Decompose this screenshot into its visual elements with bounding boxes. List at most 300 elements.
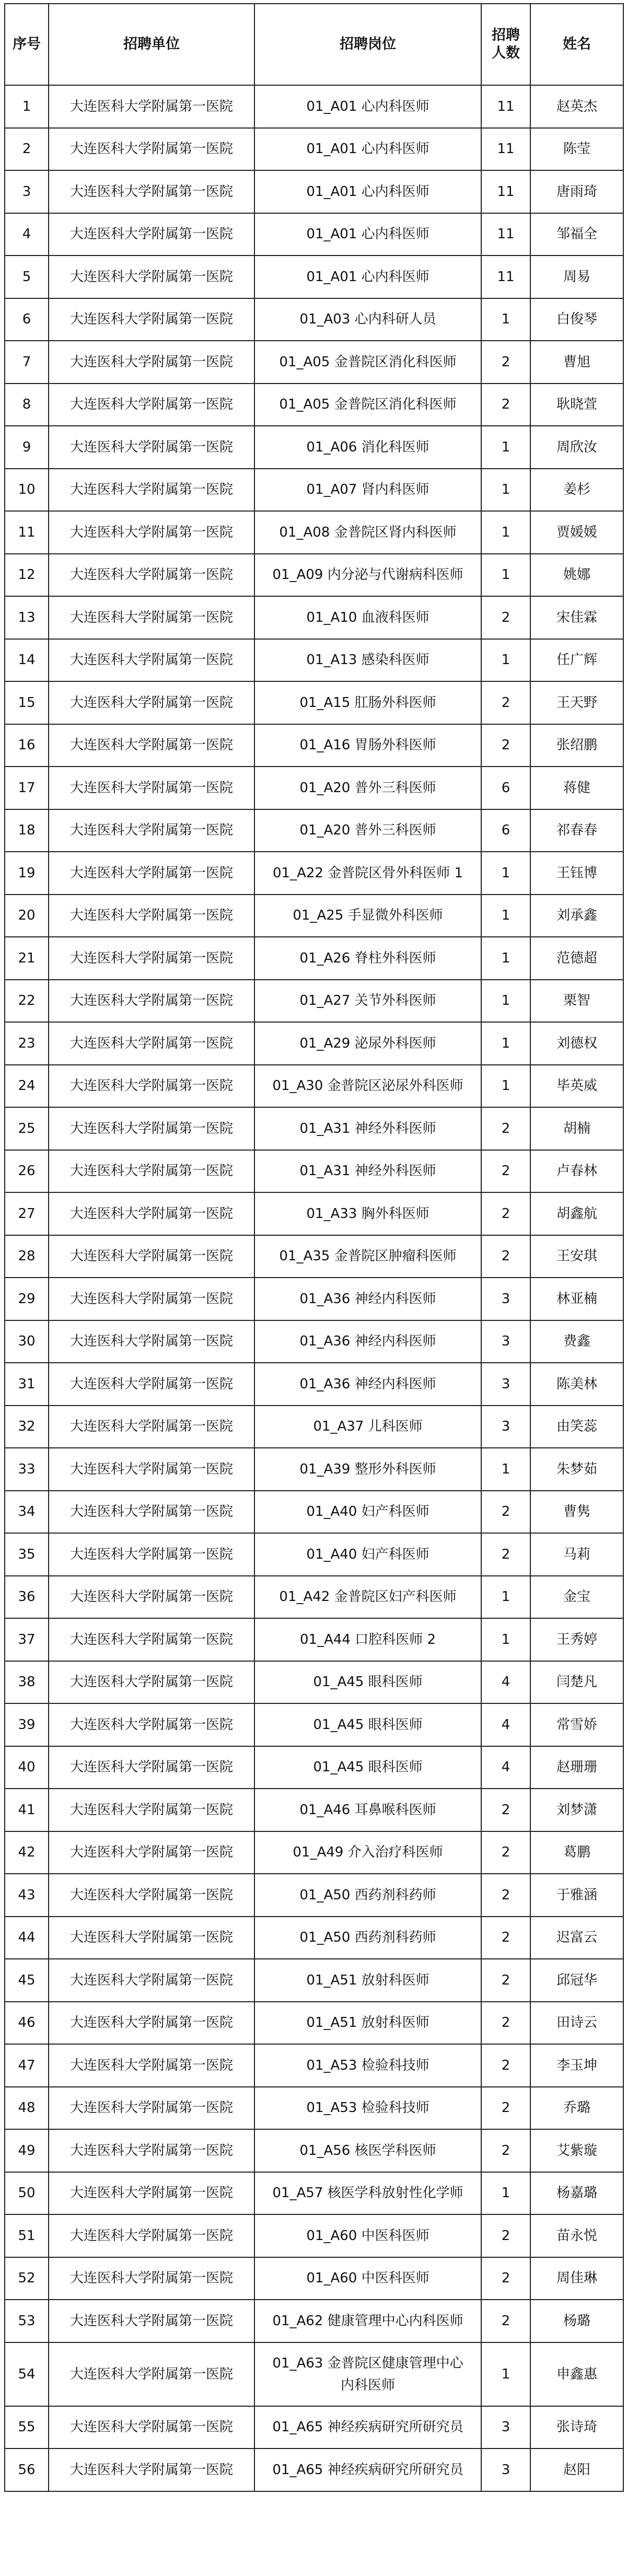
cell-position: 01_A51 放射科医师 (254, 2002, 481, 2045)
cell-unit: 大连医科大学附属第一医院 (49, 1363, 254, 1406)
cell-index: 18 (5, 809, 49, 852)
cell-count: 3 (481, 1278, 530, 1320)
cell-unit: 大连医科大学附属第一医院 (49, 1917, 254, 1959)
cell-count: 1 (481, 895, 530, 937)
table-row (5, 1022, 623, 1065)
cell-unit: 大连医科大学附属第一医院 (49, 724, 254, 767)
cell-unit: 大连医科大学附属第一医院 (49, 1831, 254, 1874)
table-row (5, 1491, 623, 1534)
cell-index: 22 (5, 980, 49, 1023)
cell-index: 39 (5, 1703, 49, 1746)
cell-name: 朱梦茹 (530, 1448, 623, 1491)
cell-count: 2 (481, 2129, 530, 2172)
cell-name: 范德超 (530, 937, 623, 980)
cell-position: 01_A05 金普院区消化科医师 (254, 384, 481, 426)
cell-position: 01_A09 内分泌与代谢病科医师 (254, 554, 481, 597)
table-row (5, 980, 623, 1023)
cell-unit: 大连医科大学附属第一医院 (49, 1150, 254, 1193)
cell-position: 01_A10 血液科医师 (254, 596, 481, 639)
cell-unit: 大连医科大学附属第一医院 (49, 767, 254, 809)
cell-unit: 大连医科大学附属第一医院 (49, 298, 254, 341)
cell-position: 01_A39 整形外科医师 (254, 1448, 481, 1491)
cell-count: 1 (481, 1618, 530, 1661)
cell-position: 01_A30 金普院区泌尿外科医师 (254, 1065, 481, 1108)
table-row (5, 2449, 623, 2491)
cell-index: 33 (5, 1448, 49, 1491)
cell-position: 01_A46 耳鼻喉科医师 (254, 1789, 481, 1831)
cell-index: 52 (5, 2257, 49, 2300)
cell-position: 01_A36 神经内科医师 (254, 1320, 481, 1363)
table-row (5, 681, 623, 724)
cell-index: 29 (5, 1278, 49, 1320)
table-row (5, 85, 623, 128)
cell-position: 01_A29 泌尿外科医师 (254, 1022, 481, 1065)
cell-count: 4 (481, 1703, 530, 1746)
cell-count: 1 (481, 1065, 530, 1108)
cell-unit: 大连医科大学附属第一医院 (49, 128, 254, 171)
table-row (5, 2300, 623, 2342)
cell-position: 01_A22 金普院区骨外科医师 1 (254, 852, 481, 895)
cell-unit: 大连医科大学附属第一医院 (49, 1448, 254, 1491)
cell-unit: 大连医科大学附属第一医院 (49, 1235, 254, 1278)
cell-position: 01_A20 普外三科医师 (254, 767, 481, 809)
cell-position: 01_A40 妇产科医师 (254, 1533, 481, 1576)
cell-position: 01_A37 儿科医师 (254, 1406, 481, 1448)
cell-name: 周易 (530, 256, 623, 298)
cell-unit: 大连医科大学附属第一医院 (49, 1789, 254, 1831)
cell-count: 1 (481, 469, 530, 512)
cell-unit: 大连医科大学附属第一医院 (49, 2129, 254, 2172)
cell-index: 32 (5, 1406, 49, 1448)
cell-unit: 大连医科大学附属第一医院 (49, 1320, 254, 1363)
cell-index: 4 (5, 213, 49, 256)
cell-name: 闫楚凡 (530, 1661, 623, 1704)
cell-index: 30 (5, 1320, 49, 1363)
cell-count: 2 (481, 1192, 530, 1235)
cell-name: 费鑫 (530, 1320, 623, 1363)
cell-unit: 大连医科大学附属第一医院 (49, 341, 254, 384)
cell-index: 5 (5, 256, 49, 298)
cell-position: 01_A65 神经疾病研究所研究员 (254, 2406, 481, 2449)
cell-count: 1 (481, 852, 530, 895)
cell-count: 2 (481, 2300, 530, 2342)
cell-count: 2 (481, 1959, 530, 2002)
cell-count: 1 (481, 2342, 530, 2406)
cell-count: 11 (481, 213, 530, 256)
cell-position: 01_A49 介入治疗科医师 (254, 1831, 481, 1874)
cell-index: 48 (5, 2087, 49, 2130)
cell-count: 11 (481, 256, 530, 298)
cell-count: 4 (481, 1746, 530, 1789)
cell-position: 01_A40 妇产科医师 (254, 1491, 481, 1534)
cell-unit: 大连医科大学附属第一医院 (49, 1533, 254, 1576)
cell-index: 2 (5, 128, 49, 171)
cell-unit: 大连医科大学附属第一医院 (49, 1661, 254, 1704)
cell-name: 刘承鑫 (530, 895, 623, 937)
cell-unit: 大连医科大学附属第一医院 (49, 937, 254, 980)
cell-count: 1 (481, 2172, 530, 2215)
cell-unit: 大连医科大学附属第一医院 (49, 1576, 254, 1619)
cell-count: 2 (481, 596, 530, 639)
cell-unit: 大连医科大学附属第一医院 (49, 639, 254, 682)
cell-count: 1 (481, 511, 530, 554)
cell-index: 17 (5, 767, 49, 809)
cell-unit: 大连医科大学附属第一医院 (49, 2406, 254, 2449)
cell-position: 01_A51 放射科医师 (254, 1959, 481, 2002)
cell-unit: 大连医科大学附属第一医院 (49, 1874, 254, 1917)
table-row (5, 639, 623, 682)
cell-index: 56 (5, 2449, 49, 2491)
cell-name: 曹隽 (530, 1491, 623, 1534)
table-row (5, 2087, 623, 2130)
cell-count: 2 (481, 1789, 530, 1831)
cell-index: 37 (5, 1618, 49, 1661)
cell-name: 迟富云 (530, 1917, 623, 1959)
header-count-line1: 招聘 (492, 27, 520, 43)
table-row (5, 2044, 623, 2087)
cell-count: 6 (481, 767, 530, 809)
cell-name: 唐雨琦 (530, 170, 623, 213)
cell-count: 4 (481, 1661, 530, 1704)
cell-position: 01_A36 神经内科医师 (254, 1363, 481, 1406)
cell-position: 01_A06 消化科医师 (254, 426, 481, 469)
table-row (5, 1703, 623, 1746)
cell-unit: 大连医科大学附属第一医院 (49, 2300, 254, 2342)
cell-count: 2 (481, 681, 530, 724)
cell-name: 毕英威 (530, 1065, 623, 1108)
cell-unit: 大连医科大学附属第一医院 (49, 1959, 254, 2002)
cell-count: 2 (481, 2087, 530, 2130)
table-row (5, 1406, 623, 1448)
cell-index: 27 (5, 1192, 49, 1235)
table-row (5, 1661, 623, 1704)
cell-count: 2 (481, 1874, 530, 1917)
table-row (5, 1192, 623, 1235)
cell-name: 卢春林 (530, 1150, 623, 1193)
cell-position: 01_A20 普外三科医师 (254, 809, 481, 852)
cell-unit: 大连医科大学附属第一医院 (49, 1618, 254, 1661)
cell-index: 36 (5, 1576, 49, 1619)
cell-index: 23 (5, 1022, 49, 1065)
table-row (5, 596, 623, 639)
table-row (5, 1107, 623, 1150)
table-row (5, 1917, 623, 1959)
cell-name: 陈莹 (530, 128, 623, 171)
cell-count: 2 (481, 2002, 530, 2045)
table-row (5, 213, 623, 256)
cell-count: 2 (481, 384, 530, 426)
cell-name: 胡鑫航 (530, 1192, 623, 1235)
cell-position: 01_A01 心内科医师 (254, 128, 481, 171)
cell-index: 7 (5, 341, 49, 384)
cell-index: 15 (5, 681, 49, 724)
cell-position: 01_A63 金普院区健康管理中心内科医师 (254, 2342, 481, 2406)
cell-position: 01_A45 眼科医师 (254, 1661, 481, 1704)
cell-count: 1 (481, 426, 530, 469)
cell-index: 16 (5, 724, 49, 767)
cell-count: 2 (481, 1235, 530, 1278)
cell-name: 宋佳霖 (530, 596, 623, 639)
header-count-line2: 人数 (492, 45, 520, 61)
cell-position: 01_A01 心内科医师 (254, 85, 481, 128)
cell-unit: 大连医科大学附属第一医院 (49, 2044, 254, 2087)
cell-index: 10 (5, 469, 49, 512)
cell-count: 3 (481, 1406, 530, 1448)
cell-unit: 大连医科大学附属第一医院 (49, 809, 254, 852)
cell-count: 2 (481, 1107, 530, 1150)
cell-count: 11 (481, 170, 530, 213)
cell-name: 刘德权 (530, 1022, 623, 1065)
table-row (5, 2214, 623, 2257)
cell-index: 20 (5, 895, 49, 937)
cell-unit: 大连医科大学附属第一医院 (49, 895, 254, 937)
cell-unit: 大连医科大学附属第一医院 (49, 170, 254, 213)
cell-count: 3 (481, 1363, 530, 1406)
cell-name: 曹旭 (530, 341, 623, 384)
cell-index: 54 (5, 2342, 49, 2406)
cell-count: 1 (481, 298, 530, 341)
cell-name: 赵阳 (530, 2449, 623, 2491)
cell-count: 11 (481, 85, 530, 128)
cell-index: 25 (5, 1107, 49, 1150)
cell-position: 01_A62 健康管理中心内科医师 (254, 2300, 481, 2342)
cell-position: 01_A53 检验科技师 (254, 2087, 481, 2130)
table-row (5, 852, 623, 895)
table-row (5, 2406, 623, 2449)
cell-count: 2 (481, 1917, 530, 1959)
cell-name: 栗智 (530, 980, 623, 1023)
table-row (5, 1448, 623, 1491)
cell-name: 田诗云 (530, 2002, 623, 2045)
table-row (5, 469, 623, 512)
table-row (5, 298, 623, 341)
table-row (5, 1789, 623, 1831)
cell-position: 01_A31 神经外科医师 (254, 1107, 481, 1150)
cell-name: 陈美林 (530, 1363, 623, 1406)
cell-name: 赵英杰 (530, 85, 623, 128)
cell-name: 任广辉 (530, 639, 623, 682)
cell-count: 1 (481, 1448, 530, 1491)
cell-index: 53 (5, 2300, 49, 2342)
cell-count: 2 (481, 341, 530, 384)
table-row (5, 937, 623, 980)
cell-index: 35 (5, 1533, 49, 1576)
table-row (5, 1235, 623, 1278)
cell-count: 2 (481, 2044, 530, 2087)
cell-name: 马莉 (530, 1533, 623, 1576)
cell-position: 01_A25 手显微外科医师 (254, 895, 481, 937)
cell-name: 艾紫璇 (530, 2129, 623, 2172)
cell-index: 50 (5, 2172, 49, 2215)
cell-name: 由笑蕊 (530, 1406, 623, 1448)
cell-unit: 大连医科大学附属第一医院 (49, 1406, 254, 1448)
cell-name: 周欣汝 (530, 426, 623, 469)
cell-name: 金宝 (530, 1576, 623, 1619)
cell-index: 11 (5, 511, 49, 554)
cell-unit: 大连医科大学附属第一医院 (49, 852, 254, 895)
table-row (5, 1533, 623, 1576)
cell-position: 01_A31 神经外科医师 (254, 1150, 481, 1193)
cell-unit: 大连医科大学附属第一医院 (49, 1065, 254, 1108)
cell-index: 34 (5, 1491, 49, 1534)
cell-position: 01_A27 关节外科医师 (254, 980, 481, 1023)
table-row (5, 2172, 623, 2215)
cell-unit: 大连医科大学附属第一医院 (49, 2342, 254, 2406)
cell-name: 姚娜 (530, 554, 623, 597)
cell-position: 01_A45 眼科医师 (254, 1746, 481, 1789)
cell-name: 王秀婷 (530, 1618, 623, 1661)
cell-position: 01_A35 金普院区肿瘤科医师 (254, 1235, 481, 1278)
table-row (5, 724, 623, 767)
cell-index: 14 (5, 639, 49, 682)
cell-position: 01_A53 检验科技师 (254, 2044, 481, 2087)
cell-position: 01_A60 中医科医师 (254, 2257, 481, 2300)
cell-name: 申鑫惠 (530, 2342, 623, 2406)
table-row (5, 2002, 623, 2045)
cell-unit: 大连医科大学附属第一医院 (49, 2087, 254, 2130)
cell-count: 3 (481, 2406, 530, 2449)
table-row (5, 767, 623, 809)
table-row (5, 1831, 623, 1874)
cell-unit: 大连医科大学附属第一医院 (49, 2214, 254, 2257)
cell-index: 41 (5, 1789, 49, 1831)
cell-index: 26 (5, 1150, 49, 1193)
cell-index: 40 (5, 1746, 49, 1789)
table-row (5, 1363, 623, 1406)
cell-position: 01_A13 感染科医师 (254, 639, 481, 682)
cell-count: 2 (481, 724, 530, 767)
cell-name: 于雅涵 (530, 1874, 623, 1917)
cell-unit: 大连医科大学附属第一医院 (49, 85, 254, 128)
table-row (5, 895, 623, 937)
cell-count: 2 (481, 2257, 530, 2300)
cell-name: 耿晓萱 (530, 384, 623, 426)
cell-index: 45 (5, 1959, 49, 2002)
cell-count: 1 (481, 554, 530, 597)
cell-index: 12 (5, 554, 49, 597)
table-row (5, 384, 623, 426)
cell-unit: 大连医科大学附属第一医院 (49, 2257, 254, 2300)
cell-count: 1 (481, 1576, 530, 1619)
cell-position: 01_A01 心内科医师 (254, 170, 481, 213)
cell-count: 1 (481, 937, 530, 980)
table-row (5, 2342, 623, 2406)
cell-index: 47 (5, 2044, 49, 2087)
cell-position: 01_A60 中医科医师 (254, 2214, 481, 2257)
header-count (481, 4, 530, 85)
cell-position: 01_A42 金普院区妇产科医师 (254, 1576, 481, 1619)
cell-position: 01_A01 心内科医师 (254, 256, 481, 298)
cell-position: 01_A57 核医学科放射性化学师 (254, 2172, 481, 2215)
cell-name: 姜杉 (530, 469, 623, 512)
cell-unit: 大连医科大学附属第一医院 (49, 213, 254, 256)
cell-position: 01_A50 西药剂科药师 (254, 1874, 481, 1917)
cell-index: 21 (5, 937, 49, 980)
cell-count: 11 (481, 128, 530, 171)
cell-name: 葛鹏 (530, 1831, 623, 1874)
cell-count: 1 (481, 980, 530, 1023)
cell-name: 王钰博 (530, 852, 623, 895)
cell-name: 杨嘉璐 (530, 2172, 623, 2215)
table-row (5, 1618, 623, 1661)
cell-count: 2 (481, 2214, 530, 2257)
cell-position: 01_A45 眼科医师 (254, 1703, 481, 1746)
cell-unit: 大连医科大学附属第一医院 (49, 2449, 254, 2491)
cell-position: 01_A50 西药剂科药师 (254, 1917, 481, 1959)
cell-index: 9 (5, 426, 49, 469)
cell-unit: 大连医科大学附属第一医院 (49, 469, 254, 512)
cell-name: 常雪娇 (530, 1703, 623, 1746)
cell-index: 43 (5, 1874, 49, 1917)
cell-unit: 大连医科大学附属第一医院 (49, 384, 254, 426)
cell-name: 邹福全 (530, 213, 623, 256)
cell-unit: 大连医科大学附属第一医院 (49, 1278, 254, 1320)
cell-index: 13 (5, 596, 49, 639)
cell-count: 1 (481, 639, 530, 682)
cell-unit: 大连医科大学附属第一医院 (49, 1491, 254, 1534)
cell-position: 01_A56 核医学科医师 (254, 2129, 481, 2172)
cell-name: 邱冠华 (530, 1959, 623, 2002)
table-row (5, 2257, 623, 2300)
cell-unit: 大连医科大学附属第一医院 (49, 1107, 254, 1150)
cell-position: 01_A07 肾内科医师 (254, 469, 481, 512)
cell-index: 49 (5, 2129, 49, 2172)
cell-count: 2 (481, 1533, 530, 1576)
table-row (5, 341, 623, 384)
cell-unit: 大连医科大学附属第一医院 (49, 596, 254, 639)
cell-index: 1 (5, 85, 49, 128)
cell-unit: 大连医科大学附属第一医院 (49, 681, 254, 724)
cell-index: 51 (5, 2214, 49, 2257)
table-row (5, 1746, 623, 1789)
cell-position: 01_A05 金普院区消化科医师 (254, 341, 481, 384)
cell-name: 胡楠 (530, 1107, 623, 1150)
cell-unit: 大连医科大学附属第一医院 (49, 980, 254, 1023)
table-row (5, 1576, 623, 1619)
table-row (5, 426, 623, 469)
cell-name: 林亚楠 (530, 1278, 623, 1320)
table-row (5, 1874, 623, 1917)
table-row (5, 128, 623, 171)
recruitment-table (4, 3, 624, 2492)
cell-position: 01_A36 神经内科医师 (254, 1278, 481, 1320)
table-row (5, 554, 623, 597)
cell-name: 李玉坤 (530, 2044, 623, 2087)
cell-index: 46 (5, 2002, 49, 2045)
table-row (5, 1320, 623, 1363)
cell-position: 01_A15 肛肠外科医师 (254, 681, 481, 724)
table-header (5, 4, 623, 85)
cell-name: 蒋健 (530, 767, 623, 809)
cell-name: 祁春春 (530, 809, 623, 852)
header-index: 序号 (5, 4, 49, 85)
table-body (5, 85, 623, 2491)
cell-unit: 大连医科大学附属第一医院 (49, 426, 254, 469)
cell-name: 周佳琳 (530, 2257, 623, 2300)
cell-count: 3 (481, 1320, 530, 1363)
table-row (5, 2129, 623, 2172)
cell-name: 白俊琴 (530, 298, 623, 341)
cell-name: 赵珊珊 (530, 1746, 623, 1789)
header-name: 姓名 (530, 4, 623, 85)
header-unit: 招聘单位 (49, 4, 254, 85)
cell-position: 01_A33 胸外科医师 (254, 1192, 481, 1235)
cell-unit: 大连医科大学附属第一医院 (49, 256, 254, 298)
table-row (5, 1959, 623, 2002)
cell-position: 01_A08 金普院区肾内科医师 (254, 511, 481, 554)
table-row (5, 809, 623, 852)
cell-unit: 大连医科大学附属第一医院 (49, 1192, 254, 1235)
